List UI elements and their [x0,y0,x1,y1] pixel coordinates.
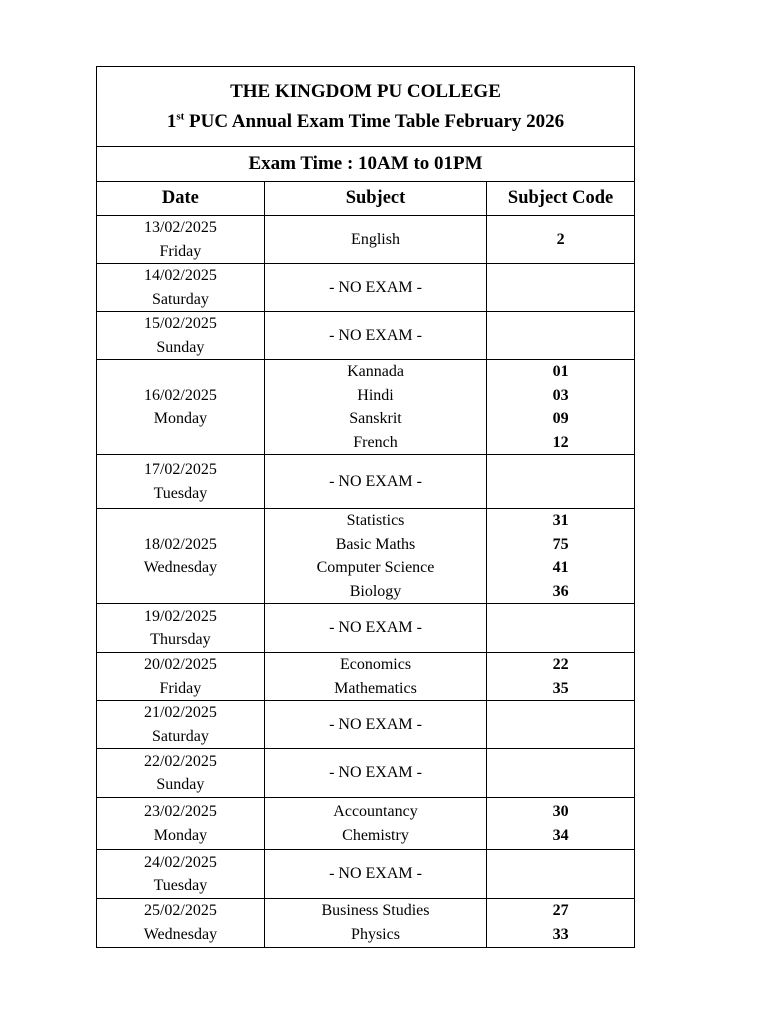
exam-day: Thursday [150,631,211,648]
subject-code: 31 [552,512,569,529]
subject-code-cell [487,264,634,312]
subject-name: - NO EXAM - [329,865,422,883]
subject-code: 12 [552,433,569,451]
subject-code-cell [487,360,634,455]
exam-day: Friday [159,679,202,697]
exam-date: 19/02/2025 [143,607,217,625]
title-superscript: st [176,110,185,123]
subject-cell [264,312,486,360]
code-column-header: Subject Code [487,182,634,216]
subject-code: 41 [552,559,569,576]
subject-code: 33 [552,925,569,943]
table-row [97,850,634,899]
date-column-header: Date [97,182,264,216]
date-cell [97,850,264,899]
subject-name: Computer Science [316,559,435,576]
subject-cell [264,653,486,701]
subject-name: Economics [339,656,412,673]
subject-cell [264,455,486,509]
subject-cell [264,798,486,850]
exam-date: 21/02/2025 [143,704,217,721]
subject-code: 35 [552,679,569,697]
table-row [97,455,634,509]
subject-name: - NO EXAM - [329,619,422,637]
exam-day: Saturday [151,290,209,308]
subject-name: Business Studies [321,902,430,920]
exam-day: Sunday [156,338,205,356]
subject-code: 2 [556,230,565,248]
subject-code: 75 [552,535,569,553]
date-cell [97,312,264,360]
exam-day: Monday [153,410,208,427]
table-row [97,899,634,947]
table-header-row [97,182,634,216]
subject-name: Chemistry [342,826,409,844]
subject-code-cell [487,455,634,509]
subject-name: - NO EXAM - [329,764,422,782]
subject-name: Mathematics [334,679,417,697]
date-cell [97,899,264,947]
exam-date: 16/02/2025 [143,386,217,404]
exam-day: Monday [153,826,208,844]
title-prefix: 1 [166,110,177,132]
exam-date: 23/02/2025 [143,803,217,820]
exam-date: 17/02/2025 [143,461,217,478]
subject-code-cell [487,604,634,653]
table-row [97,360,634,455]
subject-name: English [351,230,400,248]
date-cell [97,604,264,653]
subject-code-cell [487,749,634,798]
date-cell [97,798,264,850]
subject-code: 01 [552,363,569,380]
subject-cell [264,360,486,455]
subject-name: Statistics [346,512,405,529]
college-name: THE KINGDOM PU COLLEGE [230,80,501,102]
subject-name: - NO EXAM - [329,715,422,733]
subject-name: Biology [349,582,402,600]
subject-code: 30 [552,803,569,820]
subject-code-cell [487,509,634,604]
exam-day: Sunday [156,776,205,793]
subject-name: - NO EXAM - [329,326,422,344]
subject-code: 03 [552,386,569,404]
subject-name: Basic Maths [335,535,416,553]
date-cell [97,509,264,604]
subject-code: 27 [552,902,569,920]
date-cell [97,653,264,701]
exam-date: 25/02/2025 [143,902,217,920]
date-cell [97,360,264,455]
timetable-title [97,111,634,133]
exam-day: Tuesday [153,484,208,502]
subject-code-cell [487,850,634,899]
exam-date: 13/02/2025 [143,219,217,236]
table-row [97,749,634,798]
table-row [97,216,634,264]
subject-name: Kannada [347,363,404,380]
timetable-sheet [96,66,635,948]
subject-code-cell [487,653,634,701]
exam-date: 15/02/2025 [143,315,217,332]
subject-column-header: Subject [264,182,486,216]
table-row [97,264,634,312]
subject-code-cell [487,899,634,947]
subject-cell [264,604,486,653]
table-row [97,653,634,701]
exam-day: Friday [159,242,202,260]
date-cell [97,216,264,264]
subject-cell [264,749,486,798]
subject-name: French [353,433,398,451]
subject-name: Accountancy [333,803,418,820]
table-row [97,312,634,360]
date-cell [97,264,264,312]
subject-cell [264,701,486,749]
subject-code-cell [487,312,634,360]
date-cell [97,455,264,509]
exam-schedule-table [97,182,634,947]
table-row [97,604,634,653]
exam-date: 24/02/2025 [143,853,217,871]
exam-day: Wednesday [143,925,218,943]
title-block [97,67,634,147]
table-row [97,701,634,749]
subject-cell [264,216,486,264]
subject-name: Hindi [357,386,394,404]
subject-code: 36 [552,582,569,600]
subject-code: 22 [552,656,569,673]
exam-date: 18/02/2025 [143,535,217,553]
exam-date: 14/02/2025 [143,267,217,284]
title-rest: PUC Annual Exam Time Table February 2026 [184,110,565,132]
subject-cell [264,850,486,899]
exam-day: Wednesday [143,559,218,576]
subject-code-cell [487,701,634,749]
subject-code-cell [487,798,634,850]
exam-day: Tuesday [153,877,208,894]
subject-code: 34 [552,826,569,844]
exam-date: 20/02/2025 [143,656,217,673]
table-row [97,798,634,850]
subject-name: - NO EXAM - [329,472,422,490]
exam-date: 22/02/2025 [143,752,217,770]
date-cell [97,749,264,798]
subject-code-cell [487,216,634,264]
subject-code: 09 [552,410,569,427]
subject-cell [264,264,486,312]
exam-time-banner: Exam Time : 10AM to 01PM [97,147,634,182]
subject-name: Physics [351,925,400,943]
subject-cell [264,899,486,947]
subject-name: - NO EXAM - [329,278,422,296]
subject-name: Sanskrit [349,410,402,427]
subject-cell [264,509,486,604]
table-row [97,509,634,604]
date-cell [97,701,264,749]
exam-day: Saturday [151,727,209,745]
